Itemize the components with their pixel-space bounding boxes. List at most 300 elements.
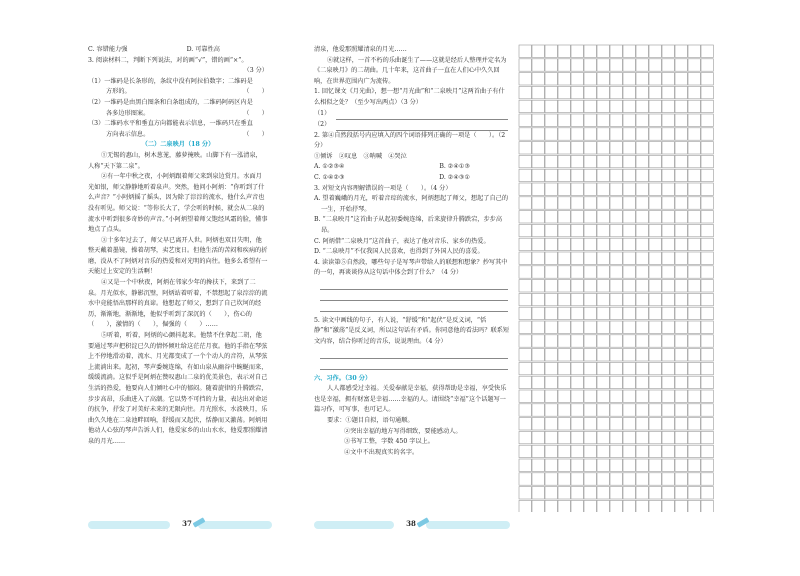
grid-cell [701, 169, 713, 181]
page-number: 38 [406, 519, 416, 528]
grid-cell [584, 155, 596, 167]
grid-cell [649, 224, 661, 236]
grid-cell [675, 114, 687, 126]
grid-cell [649, 418, 661, 430]
grid-cell [636, 459, 648, 471]
grid-cell [675, 459, 687, 471]
grid-cell [649, 307, 661, 319]
grid-cell [662, 211, 674, 223]
q2-option-c[interactable]: C. ①④②③ [314, 173, 345, 181]
grid-cell [610, 197, 622, 209]
grid-cell [662, 390, 674, 402]
grid-cell [701, 224, 713, 236]
grid-cell [584, 500, 596, 512]
grid-cell [623, 487, 635, 499]
grid-cell [623, 473, 635, 485]
grid-cell [519, 445, 531, 457]
q3-option-c[interactable]: C. 阿炳借“二泉映月”这首曲子，表达了他对音乐、家乡的热爱。 [314, 237, 490, 245]
answer-line[interactable] [320, 279, 508, 290]
grid-cell [623, 445, 635, 457]
question-3: 3. 阅读材料二，判断下列说法，对的画“√”，错的画“×”。 [88, 56, 248, 64]
grid-cell [701, 307, 713, 319]
grid-cell [545, 45, 557, 57]
grid-cell [558, 183, 570, 195]
grid-cell [636, 45, 648, 57]
grid-cell [688, 114, 700, 126]
grid-cell [636, 293, 648, 305]
grid-cell [545, 224, 557, 236]
grid-cell [662, 59, 674, 71]
grid-cell [649, 73, 661, 85]
grid-cell [649, 500, 661, 512]
grid-cell [623, 335, 635, 347]
grid-cell [597, 280, 609, 292]
grid-cell [558, 307, 570, 319]
grid-cell [558, 362, 570, 374]
grid-cell [519, 197, 531, 209]
grid-cell [675, 73, 687, 85]
grid-cell [532, 59, 544, 71]
grid-cell [701, 418, 713, 430]
grid-cell [545, 266, 557, 278]
grid-cell [662, 431, 674, 443]
grid-cell [610, 183, 622, 195]
grid-cell [571, 197, 583, 209]
grid-cell [584, 473, 596, 485]
paragraph-2: ②有一年中秋之夜，小阿炳跟着师父来到泉边赏月。水面月光如银，师父静静地听着泉声。突然，他问小阿炳：“你听到了什么声音？”小阿炳摇了摇头，因为除了淙淙的流水，他什么声音也没有听见。师父说：“等你长大了，学会听的时候，就会从二泉的流水中听到很多奇妙的声音。”小阿炳望着师父饱经风霜的脸，懂事地点了点头。 [88, 173, 268, 234]
grid-cell [636, 376, 648, 388]
grid-cell [649, 390, 661, 402]
grid-cell [571, 280, 583, 292]
grid-cell [636, 362, 648, 374]
grid-cell [532, 224, 544, 236]
grid-cell [701, 211, 713, 223]
grid-cell [597, 376, 609, 388]
grid-cell [610, 169, 622, 181]
grid-cell [623, 431, 635, 443]
grid-cell [545, 349, 557, 361]
q2-options-row-1 [314, 162, 510, 173]
grid-cell [558, 418, 570, 430]
grid-cell [649, 349, 661, 361]
grid-cell [545, 197, 557, 209]
grid-cell [558, 73, 570, 85]
grid-cell [701, 86, 713, 98]
grid-cell [662, 445, 674, 457]
grid-cell [584, 335, 596, 347]
statement-2b-row [88, 109, 268, 120]
grid-cell [558, 169, 570, 181]
grid-cell [662, 335, 674, 347]
grid-cell [558, 266, 570, 278]
grid-cell [701, 142, 713, 154]
grid-cell [675, 487, 687, 499]
grid-cell [649, 487, 661, 499]
grid-cell [701, 114, 713, 126]
grid-cell [571, 349, 583, 361]
grid-cell [545, 321, 557, 333]
grid-cell [558, 128, 570, 140]
question-3: 3. 对短文内容理解错误的一项是（ ）。（4 分） [314, 184, 452, 192]
grid-cell [597, 155, 609, 167]
grid-cell [519, 376, 531, 388]
grid-cell [662, 238, 674, 250]
grid-cell [519, 252, 531, 264]
grid-cell [610, 128, 622, 140]
grid-cell [701, 183, 713, 195]
grid-cell [675, 266, 687, 278]
grid-cell [558, 335, 570, 347]
grid-cell [649, 100, 661, 112]
grid-cell [636, 431, 648, 443]
judge-blank[interactable]: （ ） [243, 88, 268, 96]
grid-cell [571, 376, 583, 388]
grid-cell [662, 349, 674, 361]
grid-cell [649, 45, 661, 57]
grid-cell [597, 128, 609, 140]
grid-cell [649, 280, 661, 292]
grid-cell [636, 59, 648, 71]
grid-cell [558, 404, 570, 416]
grid-cell [636, 500, 648, 512]
grid-cell [597, 362, 609, 374]
grid-cell [571, 45, 583, 57]
page-bar-right [198, 521, 272, 529]
grid-cell [545, 73, 557, 85]
grid-cell [623, 459, 635, 471]
grid-cell [662, 224, 674, 236]
grid-cell [649, 473, 661, 485]
grid-cell [571, 183, 583, 195]
grid-cell [610, 431, 622, 443]
question-5: 5. 读文中画线的句子，有人说，“舒缓”和“起伏”是反义词，“恬静”和“激荡”是反义词，所以这句话有矛盾。你同意他的看法吗？联系短文内容，结合你听过的音乐，说说理由。（4 分） [314, 316, 510, 346]
grid-cell [519, 418, 531, 430]
grid-cell [545, 445, 557, 457]
grid-cell [623, 362, 635, 374]
grid-cell [688, 349, 700, 361]
grid-cell [597, 487, 609, 499]
answer-line[interactable] [320, 348, 508, 359]
grid-cell [532, 362, 544, 374]
grid-cell [532, 404, 544, 416]
grid-cell [675, 349, 687, 361]
grid-cell [571, 418, 583, 430]
grid-cell [610, 376, 622, 388]
grid-cell [532, 86, 544, 98]
grid-cell [610, 293, 622, 305]
grid-cell [610, 362, 622, 374]
grid-cell [519, 238, 531, 250]
grid-cell [571, 431, 583, 443]
grid-cell [597, 293, 609, 305]
grid-cell [662, 197, 674, 209]
grid-cell [597, 500, 609, 512]
grid-cell [584, 445, 596, 457]
grid-cell [662, 500, 674, 512]
grid-cell [662, 169, 674, 181]
grid-cell [584, 73, 596, 85]
grid-cell [688, 100, 700, 112]
grid-cell [584, 142, 596, 154]
grid-cell [649, 431, 661, 443]
grid-cell [558, 45, 570, 57]
grid-cell [662, 128, 674, 140]
grid-cell [519, 266, 531, 278]
grid-cell [519, 349, 531, 361]
grid-cell [701, 59, 713, 71]
grid-cell [584, 307, 596, 319]
grid-cell [597, 114, 609, 126]
grid-cell [688, 155, 700, 167]
grid-cell [545, 307, 557, 319]
grid-cell [532, 390, 544, 402]
grid-cell [558, 473, 570, 485]
grid-cell [610, 142, 622, 154]
grid-cell [571, 487, 583, 499]
grid-cell [623, 280, 635, 292]
option-c: C. 容错能力强 [88, 46, 128, 53]
grid-cell [649, 169, 661, 181]
grid-cell [662, 183, 674, 195]
grid-cell [623, 307, 635, 319]
grid-cell [545, 431, 557, 443]
writing-grid[interactable] [518, 44, 714, 512]
grid-cell [545, 183, 557, 195]
essay-req-2: ②突出幸福的地方写得细致，要能感动人。 [344, 427, 462, 435]
grid-cell [597, 459, 609, 471]
grid-cell [584, 280, 596, 292]
answer-line[interactable] [320, 301, 508, 312]
grid-cell [623, 390, 635, 402]
grid-cell [675, 280, 687, 292]
grid-cell [558, 211, 570, 223]
grid-cell [584, 487, 596, 499]
grid-cell [675, 307, 687, 319]
grid-cell [701, 266, 713, 278]
grid-cell [636, 114, 648, 126]
grid-cell [701, 100, 713, 112]
grid-cell [597, 45, 609, 57]
grid-cell [675, 169, 687, 181]
grid-cell [571, 335, 583, 347]
grid-cell [675, 362, 687, 374]
grid-cell [675, 252, 687, 264]
grid-cell [662, 114, 674, 126]
grid-cell [675, 45, 687, 57]
grid-cell [584, 169, 596, 181]
grid-cell [688, 183, 700, 195]
grid-cell [545, 86, 557, 98]
grid-cell [584, 390, 596, 402]
grid-cell [571, 59, 583, 71]
grid-cell [610, 445, 622, 457]
left-page [0, 0, 272, 576]
grid-cell [532, 142, 544, 154]
grid-cell [636, 473, 648, 485]
grid-cell [597, 211, 609, 223]
grid-cell [597, 349, 609, 361]
q3-option-a[interactable]: A. 望着巍峨的月光，听着音琮的流水，阿炳想起了师父，想起了自己的一生，开始抒琴。 [314, 195, 509, 213]
grid-cell [597, 307, 609, 319]
grid-cell [623, 100, 635, 112]
grid-cell [519, 293, 531, 305]
grid-cell [688, 252, 700, 264]
grid-cell [636, 155, 648, 167]
grid-cell [571, 459, 583, 471]
grid-cell [688, 418, 700, 430]
question-2-words: ①倾诉 ②叹息 ③呐喊 ④哭泣 [314, 152, 407, 160]
grid-cell [584, 321, 596, 333]
grid-cell [571, 114, 583, 126]
grid-cell [558, 224, 570, 236]
grid-cell [545, 390, 557, 402]
grid-cell [532, 114, 544, 126]
grid-cell [688, 128, 700, 140]
grid-cell [519, 211, 531, 223]
grid-cell [584, 183, 596, 195]
section-title: （二）二泉映月（18 分） [141, 141, 215, 149]
grid-cell [636, 266, 648, 278]
grid-cell [610, 307, 622, 319]
grid-cell [649, 459, 661, 471]
paragraph-6: ⑥就这样，一首不朽的乐曲诞生了——这就是经后人整理并定名为《二泉映月》的二胡曲。几十年来，这首曲子一直在人们心中久久回响，在世界范围内广为流传。 [314, 56, 507, 85]
grid-cell [662, 321, 674, 333]
grid-cell [623, 183, 635, 195]
grid-cell [545, 114, 557, 126]
grid-cell [688, 487, 700, 499]
grid-cell [610, 266, 622, 278]
grid-cell [636, 307, 648, 319]
grid-cell [610, 487, 622, 499]
grid-cell [701, 280, 713, 292]
grid-cell [571, 293, 583, 305]
grid-cell [701, 349, 713, 361]
grid-cell [675, 335, 687, 347]
grid-cell [571, 445, 583, 457]
grid-cell [636, 197, 648, 209]
judge-blank[interactable]: （ ） [243, 109, 268, 117]
answer-line[interactable] [320, 359, 508, 370]
grid-cell [675, 431, 687, 443]
grid-cell [649, 362, 661, 374]
grid-cell [571, 390, 583, 402]
grid-cell [688, 390, 700, 402]
grid-cell [623, 238, 635, 250]
answer-line-1[interactable] [314, 109, 510, 120]
grid-cell [688, 362, 700, 374]
grid-cell [519, 114, 531, 126]
judge-blank[interactable]: （ ） [243, 130, 268, 138]
grid-cell [545, 376, 557, 388]
answer-line[interactable] [320, 290, 508, 301]
grid-cell [584, 86, 596, 98]
grid-cell [532, 155, 544, 167]
grid-cell [688, 142, 700, 154]
grid-cell [649, 266, 661, 278]
grid-cell [688, 321, 700, 333]
grid-cell [688, 500, 700, 512]
grid-cell [623, 293, 635, 305]
grid-cell [597, 169, 609, 181]
grid-cell [649, 114, 661, 126]
grid-cell [701, 362, 713, 374]
grid-cell [701, 500, 713, 512]
paragraph-4: ④又是一个中秋夜，阿炳在邻家少年的搀扶下，来到了二泉。月光似水，静影沉璧，阿炳站着听着，不禁想起了泉淙淙的流水中竟能悟出那样的真谛。他想起了师父，想到了自己坎坷的经历，渐渐地，渐渐地，他似乎听到了深沉的（ ），伤心的（ ），激情的（ ），倔强的（ ）…… [88, 279, 268, 329]
grid-cell [649, 142, 661, 154]
grid-cell [662, 45, 674, 57]
grid-cell [519, 473, 531, 485]
grid-cell [662, 362, 674, 374]
q2-option-a[interactable]: A. ①②③④ [314, 163, 345, 171]
grid-cell [519, 100, 531, 112]
grid-cell [675, 445, 687, 457]
grid-cell [636, 238, 648, 250]
grid-cell [636, 390, 648, 402]
grid-cell [701, 45, 713, 57]
grid-cell [519, 335, 531, 347]
grid-cell [675, 86, 687, 98]
question-1: 1. 回忆课文《月光曲》，想一想“月光曲”和“二泉映月”这两首曲子有什么相似之处？（至少写出两点）（3 分） [314, 88, 505, 106]
q3-option-d[interactable]: D. “二泉映月”不仅我国人民喜欢，也得到了外国人民的喜爱。 [314, 248, 484, 256]
grid-cell [558, 431, 570, 443]
grid-cell [532, 487, 544, 499]
grid-cell [571, 73, 583, 85]
grid-cell [584, 128, 596, 140]
grid-cell [701, 431, 713, 443]
grid-paper [518, 44, 714, 512]
page-number: 37 [182, 519, 192, 528]
q2-option-d[interactable]: D. ②④③① [439, 173, 470, 181]
answer-line-2[interactable] [314, 120, 510, 131]
question-4: 4. 读读第⑤自然段，哪些句子是写琴声带给人的联想和想象？抄写其中的一句，再谈谈你从这句话中体会到了什么？（4 分） [314, 258, 508, 277]
grid-cell [597, 73, 609, 85]
grid-cell [701, 321, 713, 333]
grid-cell [675, 155, 687, 167]
grid-cell [623, 500, 635, 512]
grid-cell [597, 59, 609, 71]
grid-cell [610, 459, 622, 471]
statement-1a: （1）一维码是长条形的，条纹中没有阿拉伯数字；二维码是 [88, 77, 253, 85]
statement-2b: 各多边形图案。 [106, 109, 150, 117]
grid-cell [662, 280, 674, 292]
essay-req-1: 要求：①题目自拟，语句通顺。 [327, 417, 414, 425]
grid-cell [532, 349, 544, 361]
grid-cell [675, 211, 687, 223]
grid-cell [623, 266, 635, 278]
grid-cell [623, 169, 635, 181]
grid-cell [584, 45, 596, 57]
q2-option-b[interactable]: B. ②④①③ [439, 163, 470, 171]
paragraph-1: ①无锡的惠山，树木葱茏，藤萝掩映。山脚下有一泓清泉，人称“天下第二泉”。 [88, 151, 262, 170]
grid-cell [597, 100, 609, 112]
grid-cell [675, 224, 687, 236]
grid-cell [519, 142, 531, 154]
grid-cell [649, 86, 661, 98]
grid-cell [675, 473, 687, 485]
grid-cell [558, 197, 570, 209]
paragraph-3: ③十多年过去了，师父早已离开人世。阿炳也双目失明，他整天戴着墨镜，操着胡琴，卖艺度日。但他生活的苦闷和疾病的折磨，没从不了阿炳对音乐的热爱和对光明的向往。他多么希望有一天能过上安定的生活啊！ [88, 236, 268, 276]
q3-option-b[interactable]: B. “二泉映月”这首曲子从起初委婉连绵，后来旋律升腾跌宕，步步高昂。 [314, 216, 503, 234]
grid-cell [688, 431, 700, 443]
answer-label-1: （1） [314, 109, 331, 117]
grid-cell [636, 445, 648, 457]
grid-cell [532, 45, 544, 57]
grid-cell [688, 266, 700, 278]
grid-cell [545, 142, 557, 154]
grid-cell [675, 238, 687, 250]
grid-cell [519, 59, 531, 71]
grid-cell [649, 335, 661, 347]
